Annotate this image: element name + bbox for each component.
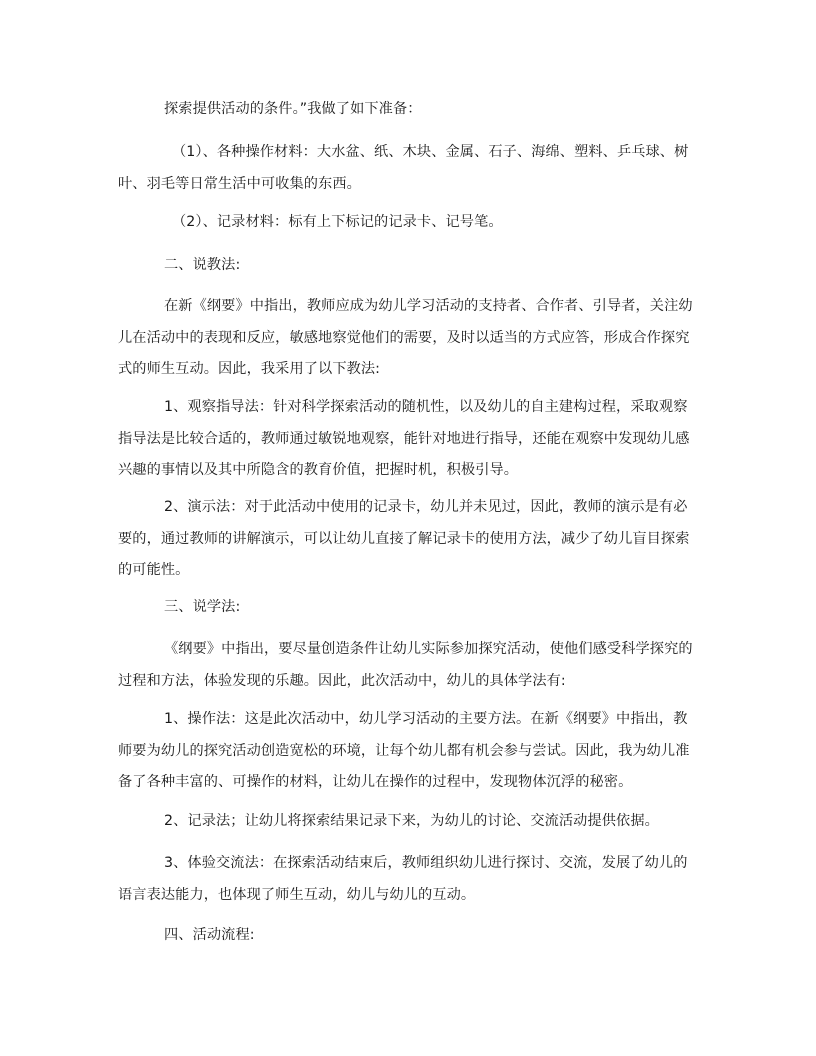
paragraph-teaching-method: 在新《纲要》中指出，教师应成为幼儿学习活动的支持者、合作者、引导者，关注幼儿在活动中的表现和反应，敏感地察觉他们的需要，及时以适当的方式应答，形成合作探究式的师生互动。因此，我采用了以下教法: <box>118 298 693 377</box>
heading-activity-process: 四、活动流程: <box>164 927 255 943</box>
paragraph-preparation-intro: 探索提供活动的条件。”我做了如下准备： <box>164 101 422 117</box>
paragraph-recording-method: 2、记录法；让幼儿将探索结果记录下来，为幼儿的讨论、交流活动提供依据。 <box>164 813 659 829</box>
paragraph-demonstration-method: 2、演示法：对于此活动中使用的记录卡，幼儿并未见过，因此，教师的演示是有必要的，通过教师的讲解演示，可以让幼儿直接了解记录卡的使用方法，减少了幼儿盲目探索的可能性。 <box>118 499 690 578</box>
paragraph-learning-method: 《纲要》中指出，要尽量创造条件让幼儿实际参加探究活动，使他们感受科学探究的过程和方法，体验发现的乐趣。因此，此次活动中，幼儿的具体学法有: <box>118 641 693 689</box>
paragraph-observation-method: 1、观察指导法：针对科学探索活动的随机性，以及幼儿的自主建构过程，采取观察指导法是比较合适的，教师通过敏锐地观察，能针对地进行指导，还能在观察中发现幼儿感兴趣的事情以及其中所隐含的教育价值，把握时机，积极引导。 <box>118 399 690 478</box>
paragraph-operation-materials: （1）、各种操作材料：大水盆、纸、木块、金属、石子、海绵、塑料、乒乓球、树叶、羽毛等日常生活中可收集的东西。 <box>118 144 689 192</box>
paragraph-record-materials: （2）、记录材料：标有上下标记的记录卡、记号笔。 <box>172 214 503 230</box>
paragraph-exchange-method: 3、体验交流法：在探索活动结束后，教师组织幼儿进行探讨、交流，发展了幼儿的语言表达能力，也体现了师生互动，幼儿与幼儿的互动。 <box>118 855 688 903</box>
heading-learning-method: 三、说学法: <box>164 599 241 615</box>
heading-teaching-method: 二、说教法: <box>164 257 241 273</box>
paragraph-operation-method: 1、操作法：这是此次活动中，幼儿学习活动的主要方法。在新《纲要》中指出，教师要为幼儿的探究活动创造宽松的环境，让每个幼儿都有机会参与尝试。因此，我为幼儿准备了各种丰富的、可操作的材料，让幼儿在操作的过程中，发现物体沉浮的秘密。 <box>118 711 690 790</box>
